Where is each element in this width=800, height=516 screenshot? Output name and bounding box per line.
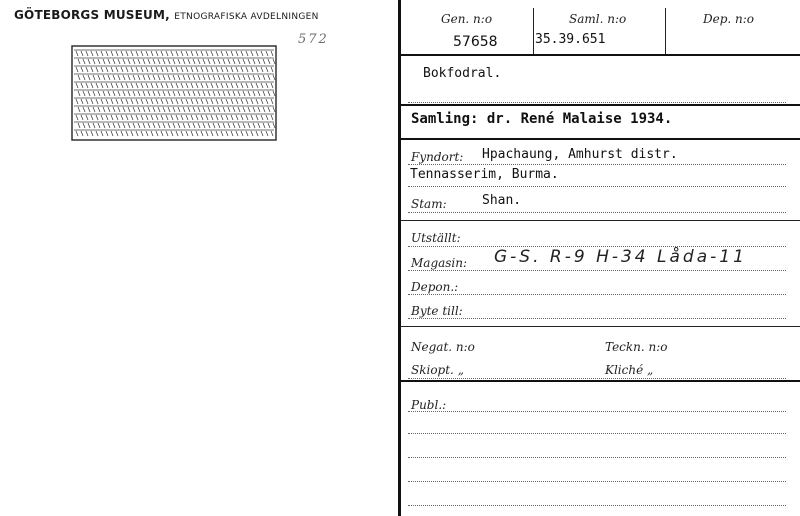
gen-value: 57658 [453,34,498,50]
dotted-line [408,164,786,165]
dotted-line [408,270,786,271]
dotted-line [408,481,786,482]
dotted-line [408,378,786,379]
find-label: Fyndort: [411,150,464,164]
dotted-line [408,294,786,295]
rule [400,104,800,106]
dep-label: Dep. n:o [703,12,755,26]
magasin-value: G-S. R-9 H-34 Låda-11 [494,247,747,267]
dotted-line [408,318,786,319]
rule [400,138,800,140]
object-sketch [70,44,280,144]
tribe-label: Stam: [411,197,447,211]
find-line-2: Tennasserim, Burma. [410,167,559,182]
gen-label: Gen. n:o [441,12,493,26]
byte-label: Byte till: [411,304,463,318]
magasin-label: Magasin: [411,256,468,270]
find-line-1: Hpachaung, Amhurst distr. [482,147,678,162]
saml-label: Saml. n:o [569,12,627,26]
rule [400,326,800,327]
rule [400,220,800,221]
collection-line: Samling: dr. René Malaise 1934. [411,111,673,127]
dotted-line [408,505,786,506]
department-name: ETNOGRAFISKA AVDELNINGEN [174,12,319,22]
number-box-divider [665,8,666,54]
depon-label: Depon.: [411,280,459,294]
museum-header [14,8,319,22]
negat-label: Negat. n:o [411,340,475,354]
object-name: Bokfodral. [423,66,502,81]
pencil-number: 572 [298,32,329,47]
dotted-line [408,186,786,187]
tribe-value: Shan. [482,193,522,208]
saml-value: 35.39.651 [535,32,606,47]
card-divider [398,0,401,516]
publ-label: Publ.: [411,398,447,412]
dotted-line [408,102,786,103]
museum-name: GÖTEBORGS MUSEUM, [14,8,170,22]
number-box-divider [533,8,534,54]
rule [400,54,800,56]
dotted-line [408,433,786,434]
dotted-line [408,457,786,458]
rule [400,380,800,382]
dotted-line [408,212,786,213]
skiopt-label: Skiopt. „ [411,363,464,377]
kliche-label: Kliché „ [605,363,654,377]
utstallt-label: Utställt: [411,231,461,245]
teckn-label: Teckn. n:o [605,340,668,354]
dotted-line [408,411,786,412]
